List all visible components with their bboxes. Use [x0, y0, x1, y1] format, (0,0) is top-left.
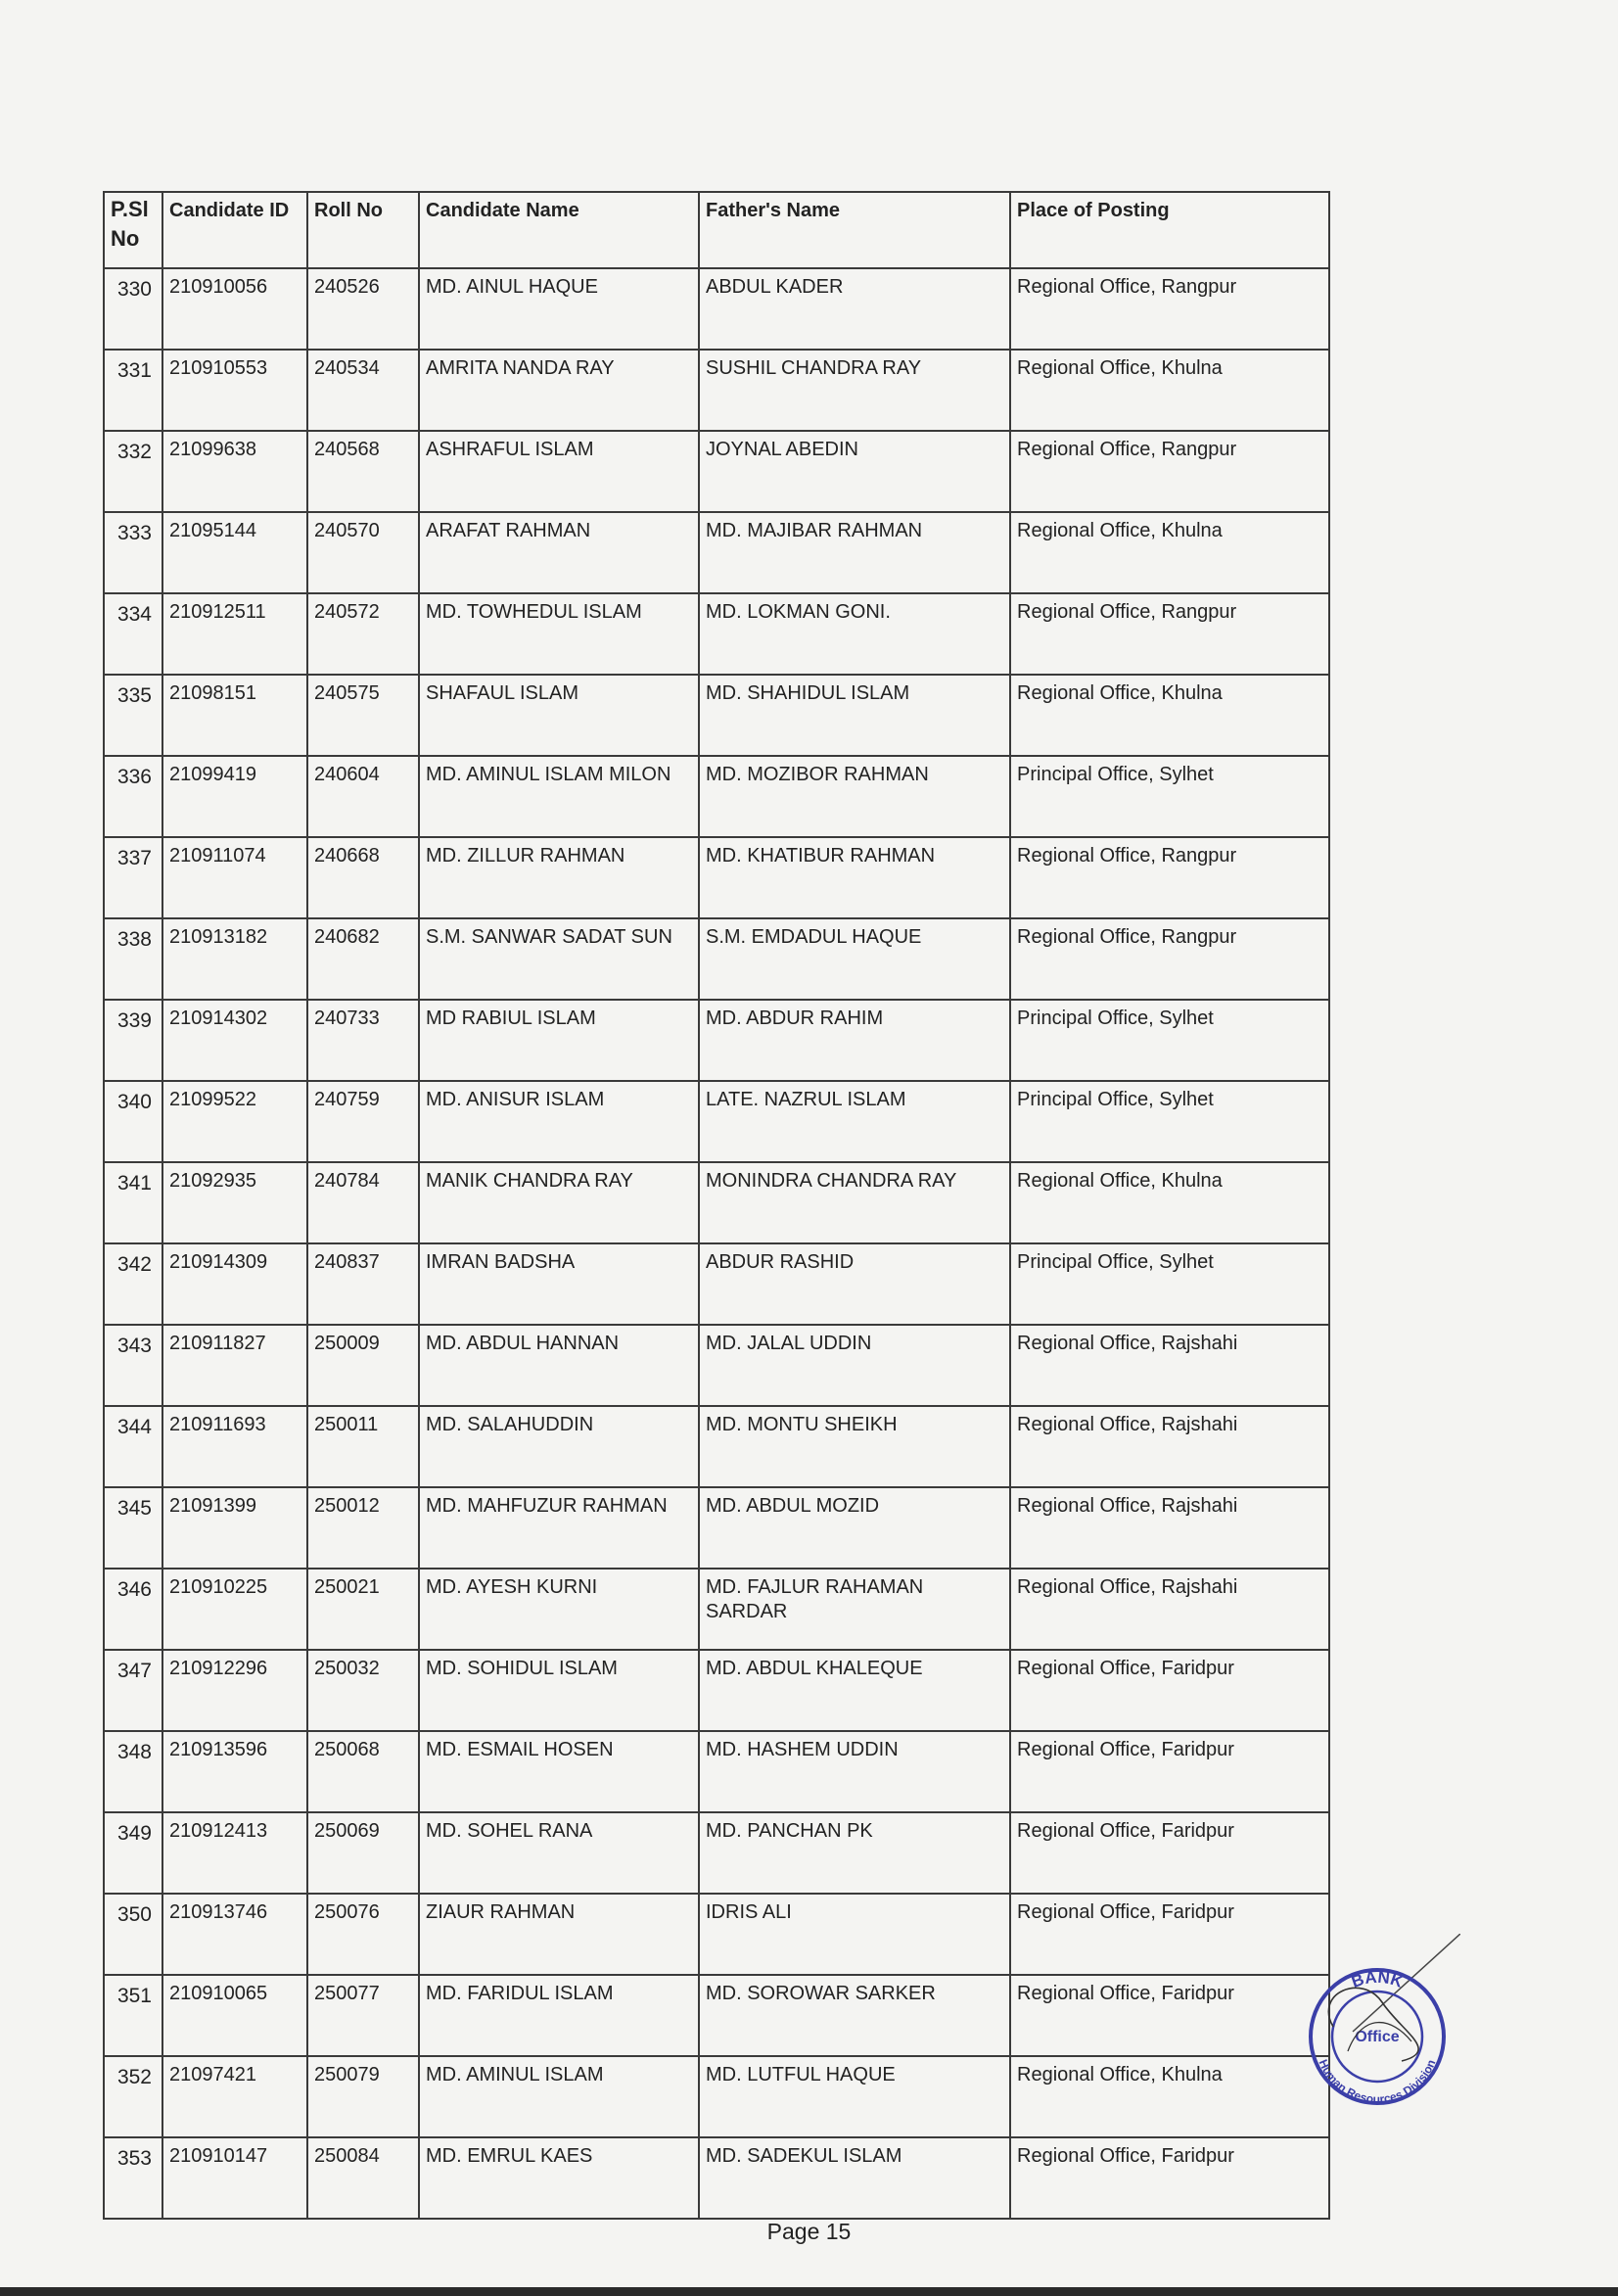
- table-row: [104, 1162, 1329, 1243]
- cell-roll-no: 250011: [307, 1406, 419, 1487]
- table-row: [104, 431, 1329, 512]
- cell-candidate-id: 21098151: [162, 675, 307, 756]
- cell-place-of-posting: Regional Office, Rajshahi: [1010, 1569, 1329, 1650]
- cell-fathers-name: MD. SADEKUL ISLAM: [699, 2137, 1010, 2219]
- table-header-row: [104, 192, 1329, 268]
- cell-candidate-id: 210911693: [162, 1406, 307, 1487]
- cell-fathers-name: MD. KHATIBUR RAHMAN: [699, 837, 1010, 918]
- table-body: [104, 268, 1329, 2219]
- cell-candidate-name: MD. TOWHEDUL ISLAM: [419, 593, 699, 675]
- cell-candidate-name: MD. ABDUL HANNAN: [419, 1325, 699, 1406]
- table-row: [104, 1000, 1329, 1081]
- cell-psl: 338: [104, 918, 162, 1000]
- cell-candidate-id: 210914302: [162, 1000, 307, 1081]
- cell-candidate-id: 21092935: [162, 1162, 307, 1243]
- table-row: [104, 1975, 1329, 2056]
- cell-fathers-name: MD. JALAL UDDIN: [699, 1325, 1010, 1406]
- cell-candidate-name: MD RABIUL ISLAM: [419, 1000, 699, 1081]
- cell-psl: 341: [104, 1162, 162, 1243]
- cell-fathers-name: MD. HASHEM UDDIN: [699, 1731, 1010, 1812]
- cell-psl: 346: [104, 1569, 162, 1650]
- cell-candidate-name: MD. ANISUR ISLAM: [419, 1081, 699, 1162]
- cell-psl: 349: [104, 1812, 162, 1894]
- cell-roll-no: 250077: [307, 1975, 419, 2056]
- cell-place-of-posting: Regional Office, Khulna: [1010, 675, 1329, 756]
- cell-psl: 337: [104, 837, 162, 918]
- table-row: [104, 2137, 1329, 2219]
- cell-psl: 339: [104, 1000, 162, 1081]
- seal-stamp-icon: [1294, 1934, 1460, 2110]
- cell-psl: 342: [104, 1243, 162, 1325]
- header-candidate-id: Candidate ID: [162, 192, 307, 268]
- cell-roll-no: 250069: [307, 1812, 419, 1894]
- cell-roll-no: 250079: [307, 2056, 419, 2137]
- cell-candidate-id: 210913182: [162, 918, 307, 1000]
- cell-roll-no: 250012: [307, 1487, 419, 1569]
- cell-candidate-name: MD. SOHEL RANA: [419, 1812, 699, 1894]
- table-row: [104, 350, 1329, 431]
- cell-psl: 347: [104, 1650, 162, 1731]
- table-row: [104, 1243, 1329, 1325]
- cell-candidate-id: 210914309: [162, 1243, 307, 1325]
- cell-fathers-name: MD. ABDUR RAHIM: [699, 1000, 1010, 1081]
- cell-psl: 350: [104, 1894, 162, 1975]
- cell-fathers-name: ABDUR RASHID: [699, 1243, 1010, 1325]
- header-place-of-posting: Place of Posting: [1010, 192, 1329, 268]
- cell-roll-no: 240784: [307, 1162, 419, 1243]
- cell-fathers-name: LATE. NAZRUL ISLAM: [699, 1081, 1010, 1162]
- cell-roll-no: 240837: [307, 1243, 419, 1325]
- cell-candidate-name: MD. AMINUL ISLAM MILON: [419, 756, 699, 837]
- cell-candidate-name: MD. MAHFUZUR RAHMAN: [419, 1487, 699, 1569]
- cell-roll-no: 240534: [307, 350, 419, 431]
- cell-candidate-name: MD. FARIDUL ISLAM: [419, 1975, 699, 2056]
- stamp-top-text: BANK: [1349, 1967, 1406, 1991]
- cell-place-of-posting: Regional Office, Faridpur: [1010, 1731, 1329, 1812]
- cell-place-of-posting: Regional Office, Faridpur: [1010, 1894, 1329, 1975]
- cell-roll-no: 250021: [307, 1569, 419, 1650]
- cell-psl: 348: [104, 1731, 162, 1812]
- cell-candidate-id: 210913746: [162, 1894, 307, 1975]
- cell-psl: 331: [104, 350, 162, 431]
- page-bottom-edge: [0, 2287, 1618, 2296]
- cell-candidate-id: 210910553: [162, 350, 307, 431]
- cell-candidate-name: MD. ZILLUR RAHMAN: [419, 837, 699, 918]
- cell-candidate-id: 21099638: [162, 431, 307, 512]
- cell-candidate-id: 210913596: [162, 1731, 307, 1812]
- cell-candidate-id: 210912413: [162, 1812, 307, 1894]
- cell-roll-no: 240575: [307, 675, 419, 756]
- cell-fathers-name: MD. LUTFUL HAQUE: [699, 2056, 1010, 2137]
- cell-roll-no: 250068: [307, 1731, 419, 1812]
- table-row: [104, 2056, 1329, 2137]
- cell-place-of-posting: Regional Office, Rajshahi: [1010, 1325, 1329, 1406]
- table-row: [104, 1487, 1329, 1569]
- cell-candidate-id: 21099522: [162, 1081, 307, 1162]
- header-candidate-name: Candidate Name: [419, 192, 699, 268]
- stamp-bottom-text: Human Resources Division: [1316, 2057, 1439, 2107]
- cell-candidate-id: 210910056: [162, 268, 307, 350]
- cell-candidate-name: MD. SALAHUDDIN: [419, 1406, 699, 1487]
- cell-fathers-name: MD. SOROWAR SARKER: [699, 1975, 1010, 2056]
- cell-fathers-name: MD. PANCHAN PK: [699, 1812, 1010, 1894]
- table-row: [104, 1894, 1329, 1975]
- cell-fathers-name: JOYNAL ABEDIN: [699, 431, 1010, 512]
- cell-roll-no: 240733: [307, 1000, 419, 1081]
- cell-fathers-name: MD. MONTU SHEIKH: [699, 1406, 1010, 1487]
- cell-candidate-id: 210911827: [162, 1325, 307, 1406]
- table-row: [104, 1812, 1329, 1894]
- cell-candidate-id: 21097421: [162, 2056, 307, 2137]
- cell-roll-no: 240759: [307, 1081, 419, 1162]
- cell-roll-no: 240682: [307, 918, 419, 1000]
- cell-candidate-name: IMRAN BADSHA: [419, 1243, 699, 1325]
- cell-psl: 332: [104, 431, 162, 512]
- cell-candidate-name: MD. AINUL HAQUE: [419, 268, 699, 350]
- cell-candidate-name: MD. AYESH KURNI: [419, 1569, 699, 1650]
- cell-fathers-name: MD. LOKMAN GONI.: [699, 593, 1010, 675]
- cell-place-of-posting: Regional Office, Faridpur: [1010, 2137, 1329, 2219]
- cell-candidate-name: MD. ESMAIL HOSEN: [419, 1731, 699, 1812]
- cell-place-of-posting: Regional Office, Rangpur: [1010, 837, 1329, 918]
- cell-place-of-posting: Regional Office, Khulna: [1010, 512, 1329, 593]
- cell-fathers-name: S.M. EMDADUL HAQUE: [699, 918, 1010, 1000]
- cell-candidate-id: 210910065: [162, 1975, 307, 2056]
- cell-fathers-name: MD. MAJIBAR RAHMAN: [699, 512, 1010, 593]
- cell-fathers-name: ABDUL KADER: [699, 268, 1010, 350]
- cell-candidate-name: SHAFAUL ISLAM: [419, 675, 699, 756]
- cell-candidate-name: MANIK CHANDRA RAY: [419, 1162, 699, 1243]
- table-row: [104, 268, 1329, 350]
- cell-place-of-posting: Regional Office, Faridpur: [1010, 1812, 1329, 1894]
- cell-roll-no: 240572: [307, 593, 419, 675]
- cell-fathers-name: MD. ABDUL KHALEQUE: [699, 1650, 1010, 1731]
- table-row: [104, 1081, 1329, 1162]
- table-row: [104, 1731, 1329, 1812]
- cell-candidate-name: ASHRAFUL ISLAM: [419, 431, 699, 512]
- cell-psl: 353: [104, 2137, 162, 2219]
- cell-roll-no: 250032: [307, 1650, 419, 1731]
- cell-psl: 351: [104, 1975, 162, 2056]
- cell-place-of-posting: Regional Office, Rangpur: [1010, 268, 1329, 350]
- cell-psl: 344: [104, 1406, 162, 1487]
- table-row: [104, 1650, 1329, 1731]
- table-row: [104, 593, 1329, 675]
- cell-roll-no: 250084: [307, 2137, 419, 2219]
- cell-candidate-name: S.M. SANWAR SADAT SUN: [419, 918, 699, 1000]
- cell-candidate-id: 210912296: [162, 1650, 307, 1731]
- cell-psl: 335: [104, 675, 162, 756]
- cell-candidate-name: AMRITA NANDA RAY: [419, 350, 699, 431]
- cell-psl: 334: [104, 593, 162, 675]
- cell-fathers-name: MD. FAJLUR RAHAMAN SARDAR: [699, 1569, 1010, 1650]
- cell-place-of-posting: Regional Office, Faridpur: [1010, 1975, 1329, 2056]
- cell-candidate-name: MD. SOHIDUL ISLAM: [419, 1650, 699, 1731]
- cell-roll-no: 240568: [307, 431, 419, 512]
- cell-place-of-posting: Principal Office, Sylhet: [1010, 1000, 1329, 1081]
- header-psl: P.Sl No: [104, 192, 162, 268]
- cell-candidate-id: 21095144: [162, 512, 307, 593]
- cell-psl: 336: [104, 756, 162, 837]
- cell-roll-no: 250076: [307, 1894, 419, 1975]
- cell-roll-no: 240668: [307, 837, 419, 918]
- cell-candidate-id: 210910225: [162, 1569, 307, 1650]
- cell-candidate-name: ARAFAT RAHMAN: [419, 512, 699, 593]
- cell-place-of-posting: Regional Office, Rajshahi: [1010, 1487, 1329, 1569]
- cell-psl: 333: [104, 512, 162, 593]
- cell-place-of-posting: Regional Office, Khulna: [1010, 350, 1329, 431]
- cell-roll-no: 240604: [307, 756, 419, 837]
- cell-place-of-posting: Regional Office, Rajshahi: [1010, 1406, 1329, 1487]
- table-row: [104, 756, 1329, 837]
- table-row: [104, 512, 1329, 593]
- cell-psl: 345: [104, 1487, 162, 1569]
- cell-candidate-name: ZIAUR RAHMAN: [419, 1894, 699, 1975]
- cell-place-of-posting: Regional Office, Rangpur: [1010, 918, 1329, 1000]
- cell-candidate-name: MD. EMRUL KAES: [419, 2137, 699, 2219]
- cell-candidate-id: 210912511: [162, 593, 307, 675]
- cell-place-of-posting: Principal Office, Sylhet: [1010, 1243, 1329, 1325]
- cell-place-of-posting: Regional Office, Rangpur: [1010, 593, 1329, 675]
- table-row: [104, 918, 1329, 1000]
- cell-fathers-name: MD. SHAHIDUL ISLAM: [699, 675, 1010, 756]
- header-fathers-name: Father's Name: [699, 192, 1010, 268]
- table-row: [104, 837, 1329, 918]
- cell-candidate-id: 21091399: [162, 1487, 307, 1569]
- table-row: [104, 675, 1329, 756]
- cell-psl: 330: [104, 268, 162, 350]
- cell-candidate-id: 210911074: [162, 837, 307, 918]
- page-number: Page 15: [766, 2219, 852, 2244]
- cell-candidate-id: 210910147: [162, 2137, 307, 2219]
- cell-place-of-posting: Principal Office, Sylhet: [1010, 756, 1329, 837]
- header-roll-no: Roll No: [307, 192, 419, 268]
- cell-fathers-name: MONINDRA CHANDRA RAY: [699, 1162, 1010, 1243]
- cell-place-of-posting: Regional Office, Faridpur: [1010, 1650, 1329, 1731]
- cell-psl: 340: [104, 1081, 162, 1162]
- cell-psl: 343: [104, 1325, 162, 1406]
- cell-fathers-name: SUSHIL CHANDRA RAY: [699, 350, 1010, 431]
- cell-roll-no: 240526: [307, 268, 419, 350]
- table-row: [104, 1569, 1329, 1650]
- table-row: [104, 1406, 1329, 1487]
- cell-place-of-posting: Regional Office, Rangpur: [1010, 431, 1329, 512]
- table-row: [104, 1325, 1329, 1406]
- cell-place-of-posting: Principal Office, Sylhet: [1010, 1081, 1329, 1162]
- stamp-center-text: Office: [1355, 2029, 1400, 2045]
- cell-fathers-name: IDRIS ALI: [699, 1894, 1010, 1975]
- cell-fathers-name: MD. MOZIBOR RAHMAN: [699, 756, 1010, 837]
- candidate-posting-table: [103, 191, 1330, 2220]
- cell-candidate-name: MD. AMINUL ISLAM: [419, 2056, 699, 2137]
- cell-place-of-posting: Regional Office, Khulna: [1010, 2056, 1329, 2137]
- cell-psl: 352: [104, 2056, 162, 2137]
- cell-candidate-id: 21099419: [162, 756, 307, 837]
- cell-fathers-name: MD. ABDUL MOZID: [699, 1487, 1010, 1569]
- cell-place-of-posting: Regional Office, Khulna: [1010, 1162, 1329, 1243]
- cell-roll-no: 240570: [307, 512, 419, 593]
- cell-roll-no: 250009: [307, 1325, 419, 1406]
